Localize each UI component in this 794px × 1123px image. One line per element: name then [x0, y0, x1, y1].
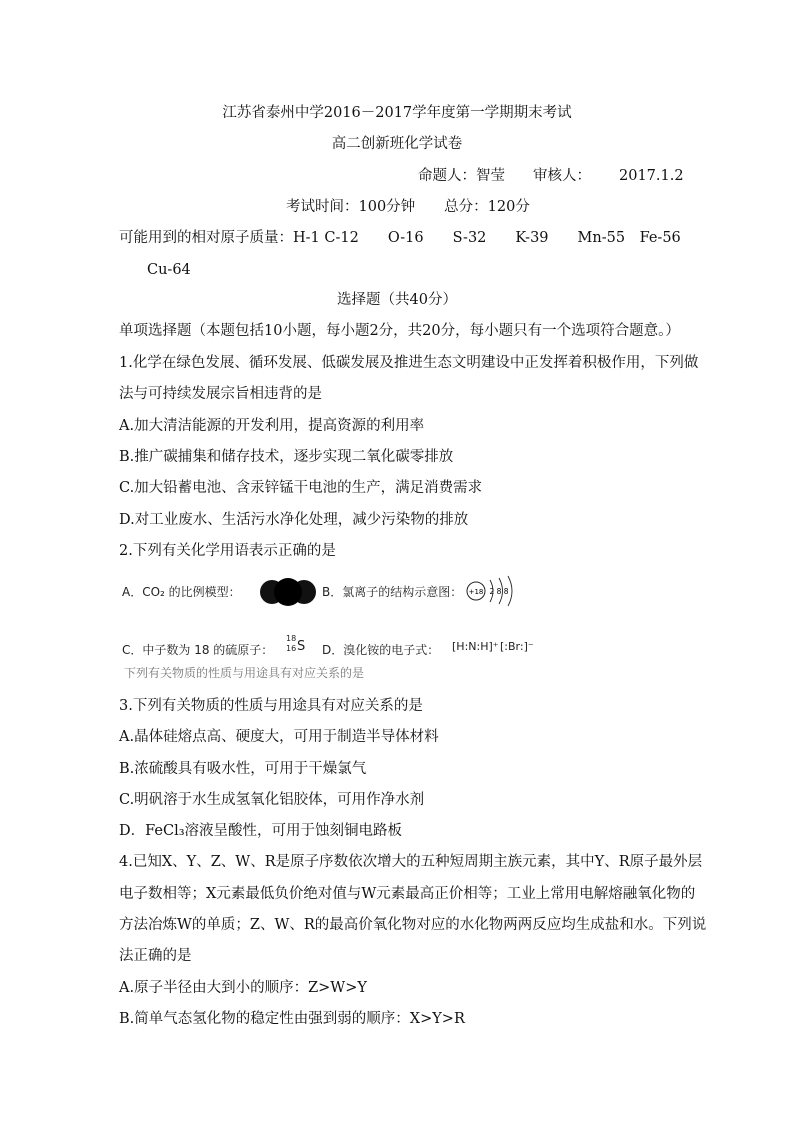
- chloride-ion-structure-diagram: [464, 574, 524, 608]
- sulfur-mass-number: 18: [286, 634, 297, 643]
- q3-option-a: A.晶体硅熔点高、硬度大，可用于制造半导体材料: [119, 729, 439, 745]
- time-score-line: 考试时间：100分钟 总分：120分: [286, 199, 530, 215]
- q1-option-a: A.加大清洁能源的开发利用，提高资源的利用率: [119, 418, 425, 434]
- q4-option-a: A.原子半径由大到小的顺序：Z>W>Y: [119, 980, 367, 996]
- q2-option-b-label: B．氯离子的结构示意图：: [322, 585, 463, 599]
- exam-subtitle: 高二创新班化学试卷: [331, 136, 463, 152]
- q4-stem-line3: 方法冶炼W的单质；Z、W、R的最高价氧化物对应的水化物两两反应均生成盐和水。下列说: [119, 917, 707, 933]
- q4-option-b: B.简单气态氢化物的稳定性由强到弱的顺序：X>Y>R: [119, 1011, 465, 1027]
- section-instruction: 单项选择题（本题包括10小题，每小题2分，共20分，每小题只有一个选项符合题意。）: [119, 323, 680, 339]
- exam-title: 江苏省泰州中学2016－2017学年度第一学期期末考试: [222, 105, 572, 121]
- q1-option-c: C.加大铅蓄电池、含汞锌锰干电池的生产，满足消费需求: [119, 480, 483, 496]
- q1-stem-line1: 1.化学在绿色发展、循环发展、低碳发展及推进生态文明建设中正发挥着积极作用，下列做: [119, 355, 699, 371]
- sulfur-symbol: S: [297, 639, 306, 654]
- ammonium-electron-formula: [H:N:H]⁺: [452, 640, 499, 653]
- q4-stem-line4: 法正确的是: [119, 948, 192, 964]
- atomic-masses-line2: Cu-64: [147, 262, 191, 278]
- author-line: 命题人：智莹: [418, 168, 505, 184]
- q3-option-d: D．FeCl₃溶液呈酸性，可用于蚀刻铜电路板: [119, 823, 403, 839]
- q3-stem: 3.下列有关物质的性质与用途具有对应关系的是: [119, 698, 423, 714]
- q3-option-b: B.浓硫酸具有吸水性，可用于干燥氯气: [119, 761, 367, 777]
- q2-option-c-label: C．中子数为 18 的硫原子：: [122, 643, 274, 657]
- q3-option-c: C.明矾溶于水生成氢氧化铝胶体，可用作净水剂: [119, 792, 425, 808]
- q2-option-a-label: A．CO₂ 的比例模型：: [122, 585, 241, 599]
- q2-cutoff-text: 下列有关物质的性质与用途具有对应关系的是: [124, 666, 365, 680]
- reviewer-line: 审核人：: [533, 168, 591, 184]
- bromide-electron-formula: [:Br:]⁻: [500, 640, 534, 653]
- cl-nucleus-charge: +18: [468, 588, 484, 596]
- q2-option-d-label: D．溴化铵的电子式：: [322, 643, 440, 657]
- q1-stem-line2: 法与可持续发展宗旨相违背的是: [119, 386, 322, 402]
- cl-electron-shells: 2 8 8: [489, 587, 509, 596]
- q4-stem-line2: 电子数相等；X元素最低负价绝对值与W元素最高正价相等；工业上常用电解熔融氧化物的: [119, 886, 696, 902]
- q1-option-d: D.对工业废水、生活污水净化处理，减少污染物的排放: [119, 512, 469, 528]
- q1-option-b: B.推广碳捕集和储存技术，逐步实现二氧化碳零排放: [119, 449, 454, 465]
- sulfur-atomic-number: 16: [286, 644, 297, 653]
- exam-date: 2017.1.2: [619, 168, 684, 184]
- atomic-masses-line1: 可能用到的相对原子质量：H-1 C-12 O-16 S-32 K-39 Mn-55 Fe-56: [119, 230, 681, 246]
- q4-stem-line1: 4.已知X、Y、Z、W、R是原子序数依次增大的五种短周期主族元素，其中Y、R原子最外层: [119, 854, 703, 870]
- q2-stem: 2.下列有关化学用语表示正确的是: [119, 543, 336, 559]
- co2-space-filling-model: [258, 577, 318, 607]
- section-title: 选择题（共40分）: [337, 292, 457, 308]
